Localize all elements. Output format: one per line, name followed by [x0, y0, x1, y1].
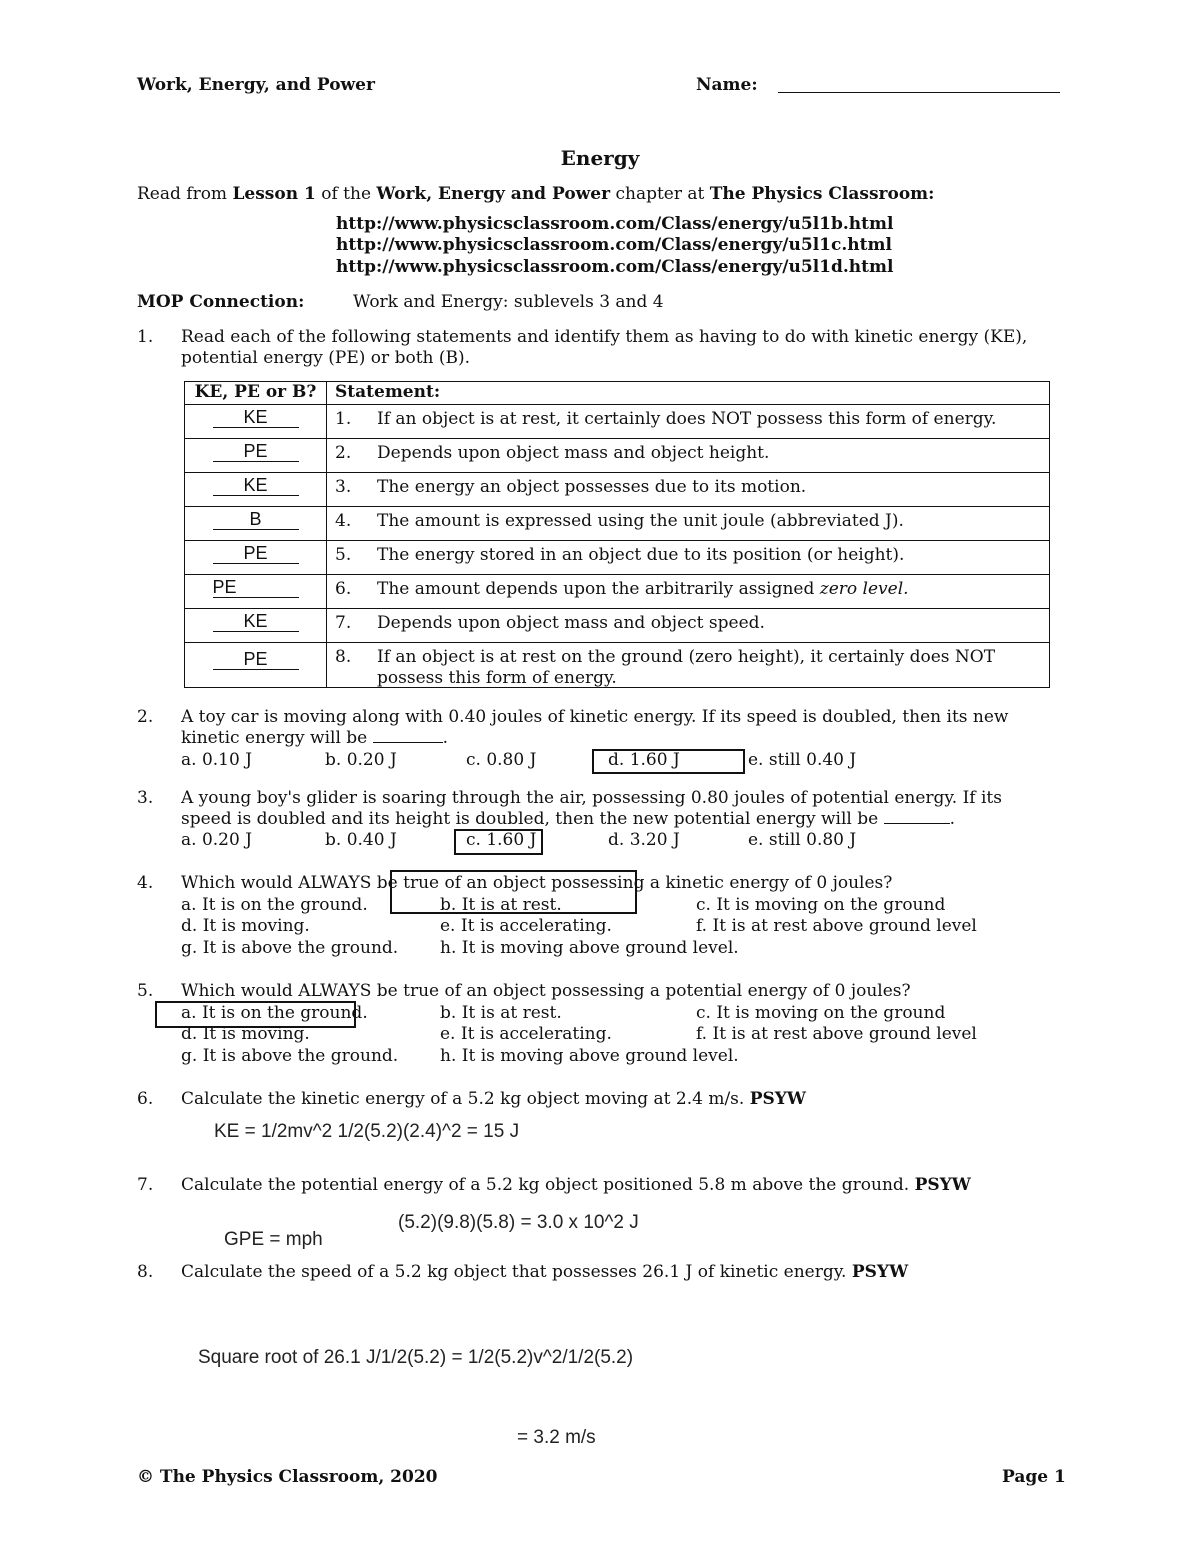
option[interactable]: c. It is moving on the ground [696, 895, 946, 915]
statement-number: 4. [335, 511, 352, 531]
question-number: 8. [137, 1262, 154, 1282]
question-text: potential energy (PE) or both (B). [181, 348, 471, 368]
question-text: A young boy's glider is soaring through the air, possessing 0.80 joules of potential energy. If its [181, 788, 1002, 808]
question-number: 7. [137, 1175, 154, 1195]
option[interactable]: a. It is on the ground. [181, 895, 368, 915]
option[interactable]: a. 0.20 J [181, 830, 253, 850]
table-header-statement: Statement: [327, 382, 1050, 405]
statement-text: The amount depends upon the arbitrarily assigned zero level. [377, 579, 909, 599]
table-header-answer: KE, PE or B? [185, 382, 327, 405]
table-header-row [185, 382, 1050, 405]
statement-number: 2. [335, 443, 352, 463]
statement-number: 7. [335, 613, 352, 633]
page-title: Energy [560, 146, 640, 170]
option[interactable]: d. It is moving. [181, 1024, 310, 1044]
statement-number: 8. [335, 647, 352, 667]
selected-answer-box [454, 829, 543, 855]
name-label: Name: [696, 75, 758, 95]
worksheet-unit-title: Work, Energy, and Power [137, 75, 375, 95]
question-number: 3. [137, 788, 154, 808]
option[interactable]: f. It is at rest above ground level [696, 916, 977, 936]
question-text: speed is doubled and its height is doubled, then the new potential energy will be . [181, 809, 956, 829]
question-text: Calculate the kinetic energy of a 5.2 kg object moving at 2.4 m/s. PSYW [181, 1089, 807, 1109]
table-row [185, 405, 1050, 439]
intro-text: Read from Lesson 1 of the Work, Energy and Power chapter at The Physics Classroom: [137, 184, 935, 204]
option[interactable]: f. It is at rest above ground level [696, 1024, 977, 1044]
question-text: Which would ALWAYS be true of an object possessing a potential energy of 0 joules? [181, 981, 911, 1001]
option[interactable]: h. It is moving above ground level. [440, 938, 739, 958]
handwritten-answer[interactable]: KE = 1/2mv^2 1/2(5.2)(2.4)^2 = 15 J [214, 1121, 520, 1142]
statement-text: The amount is expressed using the unit joule (abbreviated J). [377, 511, 904, 531]
handwritten-answer[interactable]: (5.2)(9.8)(5.8) = 3.0 x 10^2 J [398, 1212, 639, 1233]
answer-field[interactable]: PE [213, 441, 299, 462]
copyright-footer: © The Physics Classroom, 2020 [137, 1467, 438, 1487]
url-link[interactable]: http://www.physicsclassroom.com/Class/energy/u5l1b.html [336, 214, 894, 234]
question-number: 6. [137, 1089, 154, 1109]
question-text: Which would ALWAYS be true of an object possessing a kinetic energy of 0 joules? [181, 873, 893, 893]
statement-number: 3. [335, 477, 352, 497]
statement-number: 5. [335, 545, 352, 565]
question-number: 4. [137, 873, 154, 893]
page-number: Page 1 [1002, 1467, 1066, 1487]
option[interactable]: d. It is moving. [181, 916, 310, 936]
answer-field[interactable]: PE [213, 577, 299, 598]
statement-number: 6. [335, 579, 352, 599]
table-row [185, 439, 1050, 473]
statement-text: The energy an object possesses due to its motion. [377, 477, 807, 497]
option[interactable]: g. It is above the ground. [181, 1046, 399, 1066]
option[interactable]: e. still 0.80 J [748, 830, 857, 850]
option-selected[interactable]: c. 1.60 J [466, 830, 537, 850]
option[interactable]: g. It is above the ground. [181, 938, 399, 958]
question-text: Calculate the potential energy of a 5.2 kg object positioned 5.8 m above the ground. PSYW [181, 1175, 971, 1195]
table-row [185, 609, 1050, 643]
option[interactable]: a. 0.10 J [181, 750, 253, 770]
question-text: A toy car is moving along with 0.40 joules of kinetic energy. If its speed is doubled, then its new [181, 707, 1009, 727]
mop-label: MOP Connection: [137, 292, 305, 312]
table-row [185, 541, 1050, 575]
question-number: 1. [137, 327, 154, 347]
statement-number: 1. [335, 409, 352, 429]
ke-pe-table [184, 381, 1050, 688]
statement-text: The energy stored in an object due to its position (or height). [377, 545, 905, 565]
option[interactable]: c. It is moving on the ground [696, 1003, 946, 1023]
answer-blank[interactable] [884, 823, 950, 824]
handwritten-answer[interactable]: = 3.2 m/s [517, 1427, 596, 1448]
table-row [185, 473, 1050, 507]
answer-field[interactable]: PE [213, 649, 299, 670]
mop-value: Work and Energy: sublevels 3 and 4 [353, 292, 664, 312]
url-link[interactable]: http://www.physicsclassroom.com/Class/energy/u5l1c.html [336, 235, 892, 255]
selected-answer-box [592, 749, 745, 774]
url-link[interactable]: http://www.physicsclassroom.com/Class/energy/u5l1d.html [336, 257, 894, 277]
option[interactable]: b. 0.20 J [325, 750, 397, 770]
answer-field[interactable]: KE [213, 407, 299, 428]
question-text: Calculate the speed of a 5.2 kg object that possesses 26.1 J of kinetic energy. PSYW [181, 1262, 909, 1282]
option[interactable]: e. It is accelerating. [440, 916, 612, 936]
table-row [185, 507, 1050, 541]
statement-text: Depends upon object mass and object speed. [377, 613, 765, 633]
answer-field[interactable]: KE [213, 475, 299, 496]
answer-field[interactable]: B [213, 509, 299, 530]
option-selected[interactable]: a. It is on the ground. [181, 1003, 368, 1023]
answer-field[interactable]: PE [213, 543, 299, 564]
question-number: 2. [137, 707, 154, 727]
option[interactable]: b. 0.40 J [325, 830, 397, 850]
statement-text: Depends upon object mass and object height. [377, 443, 770, 463]
selected-answer-box [155, 1001, 356, 1028]
answer-field[interactable]: KE [213, 611, 299, 632]
handwritten-answer[interactable]: Square root of 26.1 J/1/2(5.2) = 1/2(5.2)v^2/1/2(5.2) [198, 1347, 634, 1368]
option[interactable]: b. It is at rest. [440, 1003, 562, 1023]
option-selected[interactable]: b. It is at rest. [440, 895, 562, 915]
name-blank-line[interactable] [778, 92, 1060, 93]
option[interactable]: e. still 0.40 J [748, 750, 857, 770]
question-text: Read each of the following statements and identify them as having to do with kinetic energy (KE), [181, 327, 1028, 347]
table-row [185, 643, 1050, 688]
statement-text: If an object is at rest on the ground (zero height), it certainly does NOT possess this form of energy. [377, 647, 996, 688]
option[interactable]: e. It is accelerating. [440, 1024, 612, 1044]
option[interactable]: c. 0.80 J [466, 750, 537, 770]
handwritten-answer[interactable]: GPE = mph [224, 1229, 323, 1250]
statement-text: If an object is at rest, it certainly does NOT possess this form of energy. [377, 409, 997, 429]
option[interactable]: d. 3.20 J [608, 830, 680, 850]
question-number: 5. [137, 981, 154, 1001]
option[interactable]: h. It is moving above ground level. [440, 1046, 739, 1066]
option-selected[interactable]: d. 1.60 J [608, 750, 680, 770]
answer-blank[interactable] [373, 742, 443, 743]
table-row [185, 575, 1050, 609]
selected-answer-box [390, 870, 637, 914]
question-text: kinetic energy will be . [181, 728, 449, 748]
